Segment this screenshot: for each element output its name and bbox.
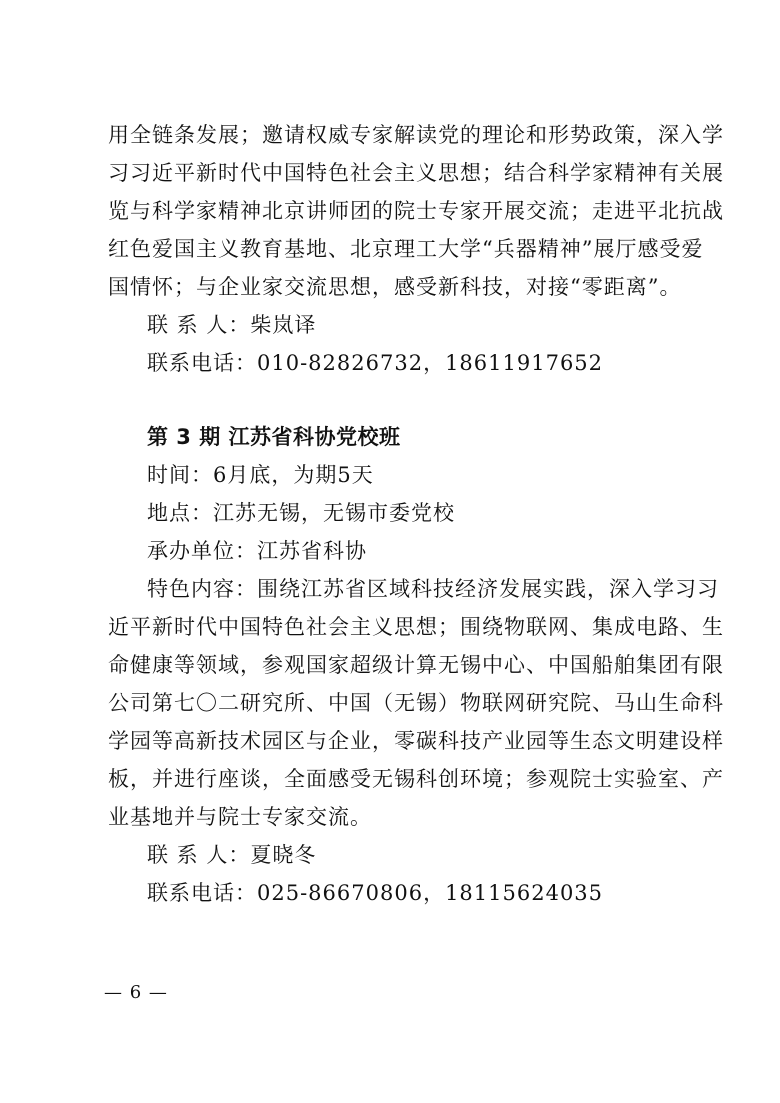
contact-person: 联 系 人：柴岚译 [147, 313, 317, 337]
body-line: 览与科学家精神北京讲师团的院士专家开展交流；走进平北抗战 [108, 199, 724, 223]
body-line: 国情怀；与企业家交流思想，感受新科技，对接“零距离”。 [108, 275, 682, 299]
body-line: 红色爱国主义教育基地、北京理工大学“兵器精神”展厅感受爱 [108, 237, 704, 261]
section-location: 地点：江苏无锡，无锡市委党校 [147, 501, 455, 525]
feature-line: 学园等高新技术园区与企业，零碳科技产业园等生态文明建设样 [108, 729, 724, 753]
feature-line: 特色内容：围绕江苏省区域科技经济发展实践，深入学习习 [147, 577, 719, 601]
previous-section-body [108, 116, 724, 306]
body-line: 用全链条发展；邀请权威专家解读党的理论和形势政策，深入学 [108, 123, 724, 147]
feature-line: 命健康等领域，参观国家超级计算无锡中心、中国船舶集团有限 [108, 653, 724, 677]
feature-line: 板，并进行座谈，全面感受无锡科创环境；参观院士实验室、产 [108, 767, 724, 791]
contact-phone: 联系电话：025-86670806，18115624035 [147, 881, 604, 905]
page-number: — 6 — [104, 982, 168, 1003]
section-heading: 第 3 期 江苏省科协党校班 [147, 425, 401, 449]
section-organizer: 承办单位：江苏省科协 [147, 539, 367, 563]
section-time: 时间：6月底，为期5天 [147, 463, 374, 487]
contact-person: 联 系 人：夏晓冬 [147, 843, 317, 867]
section-gap [108, 382, 688, 418]
body-line: 习习近平新时代中国特色社会主义思想；结合科学家精神有关展 [108, 161, 724, 185]
feature-line: 近平新时代中国特色社会主义思想；围绕物联网、集成电路、生 [108, 615, 724, 639]
feature-line: 业基地并与院士专家交流。 [108, 805, 372, 829]
contact-phone: 联系电话：010-82826732，18611917652 [147, 351, 604, 375]
page-content [108, 116, 724, 912]
feature-line: 公司第七〇二研究所、中国（无锡）物联网研究院、马山生命科 [108, 691, 724, 715]
section-features [108, 570, 724, 836]
